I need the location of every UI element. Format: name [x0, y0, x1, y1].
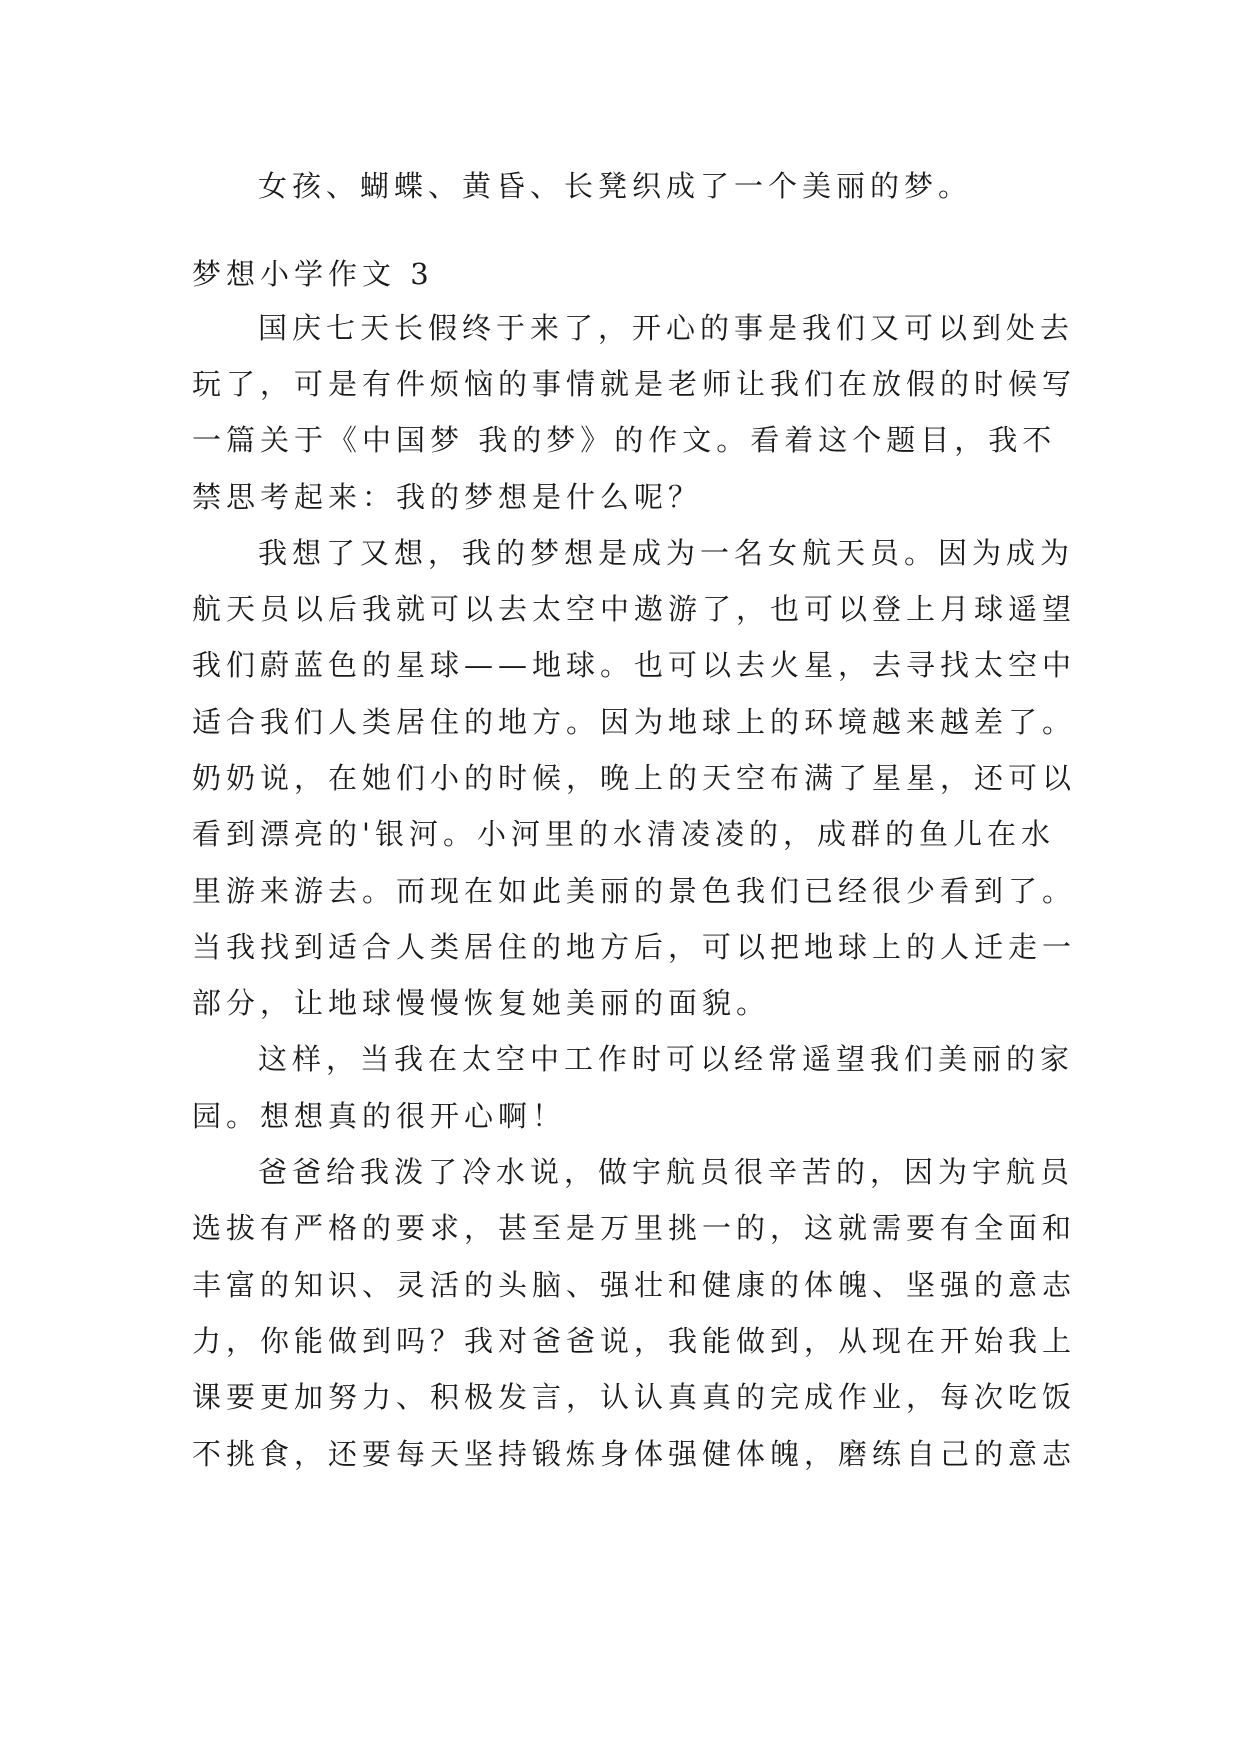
text-line: 选拔有严格的要求，甚至是万里挑一的，这就需要有全面和 — [192, 1211, 1077, 1245]
text-line: 航天员以后我就可以去太空中遨游了，也可以登上月球遥望 — [192, 592, 1077, 626]
text-line: 我们蔚蓝色的星球——地球。也可以去火星，去寻找太空中 — [192, 648, 1077, 682]
text-line: 禁思考起来：我的梦想是什么呢？ — [192, 480, 703, 514]
text-line: 不挑食，还要每天坚持锻炼身体强健体魄，磨练自己的意志 — [192, 1437, 1077, 1471]
text-line: 奶奶说，在她们小的时候，晚上的天空布满了星星，还可以 — [192, 761, 1077, 795]
text-line: 园。想想真的很开心啊！ — [192, 1099, 567, 1133]
text-line: 部分，让地球慢慢恢复她美丽的面貌。 — [192, 986, 771, 1020]
text-line: 一篇关于《中国梦 我的梦》的作文。看着这个题目，我不 — [192, 423, 1057, 457]
text-line: 里游来游去。而现在如此美丽的景色我们已经很少看到了。 — [192, 874, 1077, 908]
text-line: 看到漂亮的'银河。小河里的水清凌凌的，成群的鱼儿在水 — [192, 817, 1055, 851]
text-line: 国庆七天长假终于来了，开心的事是我们又可以到处去 — [258, 311, 1075, 345]
text-line: 丰富的知识、灵活的头脑、强壮和健康的体魄、坚强的意志 — [192, 1268, 1077, 1302]
section-title: 梦想小学作文 3 — [192, 257, 434, 291]
text-line: 力，你能做到吗？我对爸爸说，我能做到，从现在开始我上 — [192, 1324, 1077, 1358]
text-line: 我想了又想，我的梦想是成为一名女航天员。因为成为 — [258, 536, 1075, 570]
text-line: 女孩、蝴蝶、黄昏、长凳织成了一个美丽的梦。 — [258, 169, 973, 203]
text-line: 当我找到适合人类居住的地方后，可以把地球上的人迁走一 — [192, 930, 1077, 964]
text-line: 玩了，可是有件烦恼的事情就是老师让我们在放假的时候写 — [192, 367, 1077, 401]
text-line: 课要更加努力、积极发言，认认真真的完成作业，每次吃饭 — [192, 1380, 1077, 1414]
text-line: 适合我们人类居住的地方。因为地球上的环境越来越差了。 — [192, 705, 1077, 739]
text-line: 爸爸给我泼了冷水说，做宇航员很辛苦的，因为宇航员 — [258, 1155, 1075, 1189]
text-line: 这样，当我在太空中工作时可以经常遥望我们美丽的家 — [258, 1042, 1075, 1076]
